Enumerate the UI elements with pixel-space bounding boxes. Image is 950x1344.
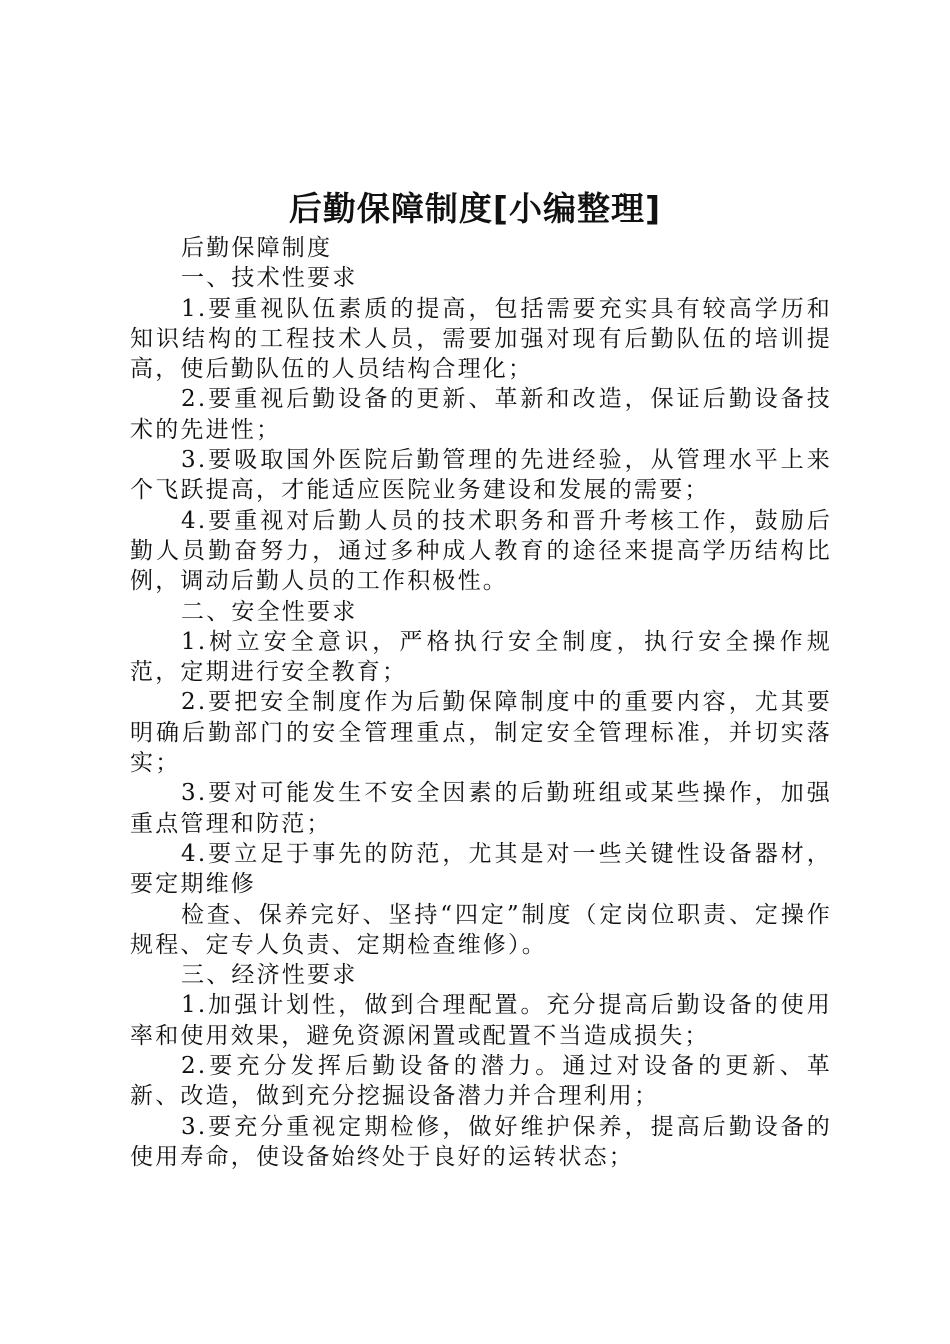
paragraph: 1.要重视队伍素质的提高，包括需要充实具有较高学历和知识结构的工程技术人员，需要加强对现有后勤队伍的培训提高，使后勤队伍的人员结构合理化；: [130, 295, 832, 383]
paragraph-subtitle: 后勤保障制度: [181, 235, 333, 261]
paragraph: 3.要充分重视定期检修，做好维护保养，提高后勤设备的使用寿命，使设备始终处于良好的运转状态；: [130, 1113, 832, 1170]
paragraph: 2.要重视后勤设备的更新、革新和改造，保证后勤设备技术的先进性；: [130, 386, 832, 443]
paragraph: 2.要把安全制度作为后勤保障制度中的重要内容，尤其要明确后勤部门的安全管理重点，制定安全管理标准，并切实落实；: [130, 689, 832, 777]
paragraph: 1.加强计划性，做到合理配置。充分提高后勤设备的使用率和使用效果，避免资源闲置或配置不当造成损失；: [130, 992, 832, 1049]
paragraph: 4.要立足于事先的防范，尤其是对一些关键性设备器材，要定期维修: [130, 840, 832, 898]
document-title: 后勤保障制度[小编整理]: [288, 189, 662, 228]
paragraph: 4.要重视对后勤人员的技术职务和晋升考核工作，鼓励后勤人员勤奋努力，通过多种成人教育的途径来提高学历结构比例，调动后勤人员的工作积极性。: [130, 507, 832, 595]
paragraph: 检查、保养完好、坚持“四定”制度（定岗位职责、定操作规程、定专人负责、定期检查维修）。: [130, 901, 832, 958]
section-heading-safety: 二、安全性要求: [181, 598, 358, 625]
section-heading-economic: 三、经济性要求: [181, 962, 358, 989]
paragraph: 2.要充分发挥后勤设备的潜力。通过对设备的更新、革新、改造，做到充分挖掘设备潜力并合理利用；: [130, 1053, 832, 1110]
paragraph: 3.要对可能发生不安全因素的后勤班组或某些操作，加强重点管理和防范；: [130, 780, 832, 837]
paragraph: 1.树立安全意识，严格执行安全制度，执行安全操作规范，定期进行安全教育；: [130, 628, 832, 686]
section-heading-technical: 一、技术性要求: [181, 265, 358, 292]
paragraph: 3.要吸取国外医院后勤管理的先进经验，从管理水平上来个飞跃提高，才能适应医院业务建设和发展的需要；: [130, 447, 832, 504]
document-body: [130, 233, 832, 1172]
